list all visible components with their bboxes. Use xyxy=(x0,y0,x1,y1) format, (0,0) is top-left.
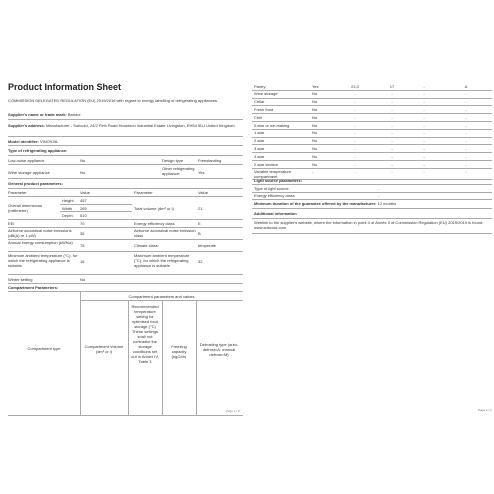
divider xyxy=(8,415,243,416)
additional-info-heading: Additional information xyxy=(254,211,297,216)
noise-class-label: Airborne acoustical noise emission class xyxy=(134,228,196,238)
compartment-temp: - xyxy=(391,114,393,120)
supplier-address-row xyxy=(8,123,243,128)
type-section-heading: Type of refrigerating appliance: xyxy=(8,148,68,153)
page-right xyxy=(250,82,494,415)
compartment-row xyxy=(250,160,494,168)
low-noise-value: No xyxy=(80,158,86,163)
divider xyxy=(252,233,492,234)
overall-dimensions-label: Overall dimensions (millimetre) xyxy=(8,203,43,213)
divider xyxy=(8,251,243,252)
height-value: 457 xyxy=(80,198,87,203)
guarantee-row xyxy=(254,201,396,206)
compartment-defrost: - xyxy=(465,145,467,151)
divider xyxy=(128,300,129,415)
supplier-address-label: Supplier's address: xyxy=(8,123,45,128)
compartment-present: No xyxy=(312,122,318,128)
compartment-name: Pantry xyxy=(254,83,266,89)
divider xyxy=(8,188,243,189)
divider xyxy=(80,291,81,415)
depth-label: Depth xyxy=(62,213,73,218)
compartment-freezing: - xyxy=(423,99,425,105)
compartment-name: 2-star xyxy=(254,138,265,144)
compartment-row xyxy=(250,137,494,145)
compartment-freezing: - xyxy=(423,83,425,89)
compartment-name: Chill xyxy=(254,114,262,120)
winter-value: No xyxy=(80,277,86,282)
total-volume-value: 21 xyxy=(198,206,203,211)
compartment-defrost: - xyxy=(465,114,467,120)
compartment-temp: - xyxy=(391,145,393,151)
compartment-volume: - xyxy=(354,138,356,144)
divider xyxy=(8,145,243,146)
divider xyxy=(162,300,163,415)
compartment-volume: - xyxy=(354,153,356,159)
compartment-row xyxy=(250,82,494,90)
page-title: Product Information Sheet xyxy=(8,82,122,92)
total-volume-label: Total volume (dm³ or l) xyxy=(134,206,174,211)
supplier-name-row xyxy=(8,112,80,117)
compartment-defrost: - xyxy=(465,169,467,175)
compartment-temp: - xyxy=(391,99,393,105)
compartment-temp: - xyxy=(391,130,393,136)
compartment-present: No xyxy=(312,161,318,167)
col-value-2: Value xyxy=(198,190,208,195)
divider xyxy=(252,184,492,185)
compartment-name: 1-star xyxy=(254,130,265,136)
compartment-volume: - xyxy=(354,169,356,175)
divider xyxy=(8,164,243,165)
compartment-volume: - xyxy=(354,122,356,128)
model-label: Model identifier: xyxy=(8,139,39,144)
compartment-freezing: - xyxy=(423,130,425,136)
divider xyxy=(60,204,132,205)
divider xyxy=(252,208,492,209)
compartment-present: No xyxy=(312,106,318,112)
divider xyxy=(252,199,492,200)
compartment-name: Variable temperature compartment xyxy=(254,169,292,180)
compartment-volume: 21,0 xyxy=(351,83,359,89)
compartment-name: 4-star xyxy=(254,153,265,159)
eei-label: EEI xyxy=(8,221,15,226)
model-row xyxy=(8,139,58,144)
compartment-volume: - xyxy=(354,99,356,105)
noise-label: Airborne acoustical noise emissions (dB(A) re 1 pW) xyxy=(8,228,72,238)
divider xyxy=(8,219,243,220)
divider xyxy=(8,136,243,137)
compartment-freezing: - xyxy=(423,153,425,159)
compartment-defrost: - xyxy=(465,138,467,144)
compartment-freezing: - xyxy=(423,114,425,120)
compartment-type-label: Compartment type xyxy=(27,346,61,351)
design-type-value: Freestanding xyxy=(198,158,222,163)
compartment-temp: - xyxy=(391,153,393,159)
eei-value: 70 xyxy=(80,221,85,226)
depth-value: 510 xyxy=(80,213,87,218)
compartment-present: Yes xyxy=(312,83,319,89)
compartment-name: 0-star or ice-making xyxy=(254,122,290,128)
compartment-defrost: A xyxy=(464,83,468,89)
compartment-freezing: - xyxy=(423,138,425,144)
additional-info-text: Weblink to the supplier's website, where the information in point 4 of Annex II of Commission Regulation (EU) 2019/2019 is found: www.subcold.com xyxy=(254,220,484,230)
low-noise-label: Low-noise appliance xyxy=(8,158,45,163)
compartment-volume: - xyxy=(354,130,356,136)
wine-label: Wine storage appliance xyxy=(8,170,50,175)
recommended-temp-label: Recommended temperature setting for optimised food storage (°C) These settings shall not contradict the storage conditions set out in Annex IV, Table 3 xyxy=(131,304,159,364)
model-identifier: VINO9-BL xyxy=(40,139,59,144)
compartment-row xyxy=(250,144,494,152)
compartment-freezing: - xyxy=(423,169,425,175)
compartment-header: Compartment parameters and values xyxy=(128,294,195,299)
compartment-present: No xyxy=(312,130,318,136)
supplier-address: Manufacturer - Subcold, 24/2 Firth Road Houstoun Industrial Estate Livingston, EH54 5DJ United Kingdom xyxy=(46,123,235,128)
other-appliance-value: Yes xyxy=(198,170,205,175)
compartment-name: Cellar xyxy=(254,99,265,105)
compartment-volume: - xyxy=(354,91,356,97)
compartment-temp: 17 xyxy=(389,83,395,89)
compartment-freezing: - xyxy=(423,145,425,151)
energy-class-value: E xyxy=(198,221,201,226)
width-label: Width xyxy=(62,206,73,211)
col-parameter: Parameter xyxy=(8,190,27,195)
divider xyxy=(8,155,243,156)
compartment-present: No xyxy=(312,153,318,159)
compartment-freezing: - xyxy=(423,91,425,97)
compartment-temp: - xyxy=(391,169,393,175)
max-temp-label: Maximum ambient temperature (°C), for which the refrigerating appliance is suitable xyxy=(134,253,190,268)
light-class-value: - xyxy=(378,193,380,198)
divider xyxy=(8,119,243,120)
compartment-row xyxy=(250,113,494,121)
defrost-type-label: Defrosting type (auto-defrost=A, manual defrost=M) xyxy=(199,342,239,357)
compartment-freezing: - xyxy=(423,106,425,112)
compartment-row xyxy=(250,129,494,137)
general-section-heading: General product parameters: xyxy=(8,181,63,186)
height-label: Height xyxy=(62,198,74,203)
compartment-name: 2-star section xyxy=(254,161,279,167)
compartment-volume: - xyxy=(354,145,356,151)
compartment-defrost: - xyxy=(465,91,467,97)
col-parameter-2: Parameter xyxy=(134,190,153,195)
compartment-freezing: - xyxy=(423,161,425,167)
divider xyxy=(252,218,492,219)
divider xyxy=(60,211,132,212)
compartment-volume-label: Compartment Volume (dm³ or l) xyxy=(84,344,124,354)
compartment-defrost: - xyxy=(465,99,467,105)
compartment-temp: - xyxy=(391,161,393,167)
compartment-present: No xyxy=(312,114,318,120)
compartment-row xyxy=(250,98,494,106)
other-appliance-label: Other refrigerating appliance: xyxy=(162,166,195,176)
compartment-temp: - xyxy=(391,91,393,97)
compartment-name: Fresh food xyxy=(254,106,274,112)
compartment-temp: - xyxy=(391,138,393,144)
compartment-row xyxy=(250,105,494,113)
annual-energy-value: 75 xyxy=(80,243,85,248)
compartment-present: - xyxy=(312,169,314,175)
col-value: Value xyxy=(80,190,90,195)
design-type-label: Design type xyxy=(162,158,184,163)
divider xyxy=(8,291,243,292)
compartment-row xyxy=(250,90,494,98)
winter-label: Winter setting xyxy=(8,277,33,282)
divider xyxy=(8,283,243,284)
compartment-defrost: - xyxy=(465,130,467,136)
compartment-freezing: - xyxy=(423,122,425,128)
noise-class-value: B xyxy=(198,231,201,236)
supplier-name-label: Supplier's name or trade mark: xyxy=(8,112,67,117)
supplier-name: Baridol xyxy=(67,112,81,117)
regulation-text: COMMISSION DELEGATED REGULATION (EU) 2019/2016 with regard to energy labelling of refrigerating appliances xyxy=(8,98,218,103)
page-number: Page 2 / 2 xyxy=(478,408,492,412)
compartment-row xyxy=(250,121,494,129)
wine-value: No xyxy=(80,170,86,175)
freezing-capacity-label: Freezing capacity (kg/24h) xyxy=(171,344,187,359)
divider xyxy=(8,178,243,179)
climate-value: temperate xyxy=(198,243,217,248)
page-left xyxy=(0,70,248,415)
compartment-defrost: - xyxy=(465,153,467,159)
page-number: Page 1 / 2 xyxy=(226,409,240,413)
climate-label: Climate class: xyxy=(134,243,159,248)
compartment-present: No xyxy=(312,91,318,97)
guarantee-label: Minimum duration of the guarantee offered by the manufacturer: xyxy=(254,201,377,206)
compartment-present: No xyxy=(312,99,318,105)
energy-class-label: Energy efficiency class xyxy=(134,221,175,226)
compartment-row xyxy=(250,152,494,160)
compartment-present: No xyxy=(312,138,318,144)
min-temp-value: 16 xyxy=(80,259,85,264)
width-value: 265 xyxy=(80,206,87,211)
min-temp-label: Minimum ambient temperature (°C), for which the refrigerating appliance is suitable xyxy=(8,253,78,268)
light-class-label: Energy efficiency class xyxy=(254,193,295,198)
divider xyxy=(8,274,243,275)
compartment-section-heading: Compartment Parameters: xyxy=(8,285,59,290)
compartment-name: 3-star xyxy=(254,145,265,151)
light-type-label: Type of light source xyxy=(254,186,289,191)
light-type-value: - xyxy=(378,186,380,191)
compartment-present: No xyxy=(312,145,318,151)
compartment-defrost: - xyxy=(465,106,467,112)
compartment-volume: - xyxy=(354,114,356,120)
compartment-temp: - xyxy=(391,122,393,128)
annual-energy-label: Annual energy consumption (kWh/a) xyxy=(8,240,73,245)
compartment-defrost: - xyxy=(465,161,467,167)
divider xyxy=(196,300,197,415)
noise-value: 35 xyxy=(80,231,85,236)
max-temp-value: 32 xyxy=(198,259,203,264)
guarantee-value: 12 months xyxy=(377,201,397,206)
compartment-volume: - xyxy=(354,161,356,167)
divider xyxy=(8,196,243,197)
compartment-name: Wine storage xyxy=(254,91,278,97)
compartment-defrost: - xyxy=(465,122,467,128)
compartment-temp: - xyxy=(391,106,393,112)
light-section-heading: Light source parameters: xyxy=(254,178,303,183)
compartment-volume: - xyxy=(354,106,356,112)
